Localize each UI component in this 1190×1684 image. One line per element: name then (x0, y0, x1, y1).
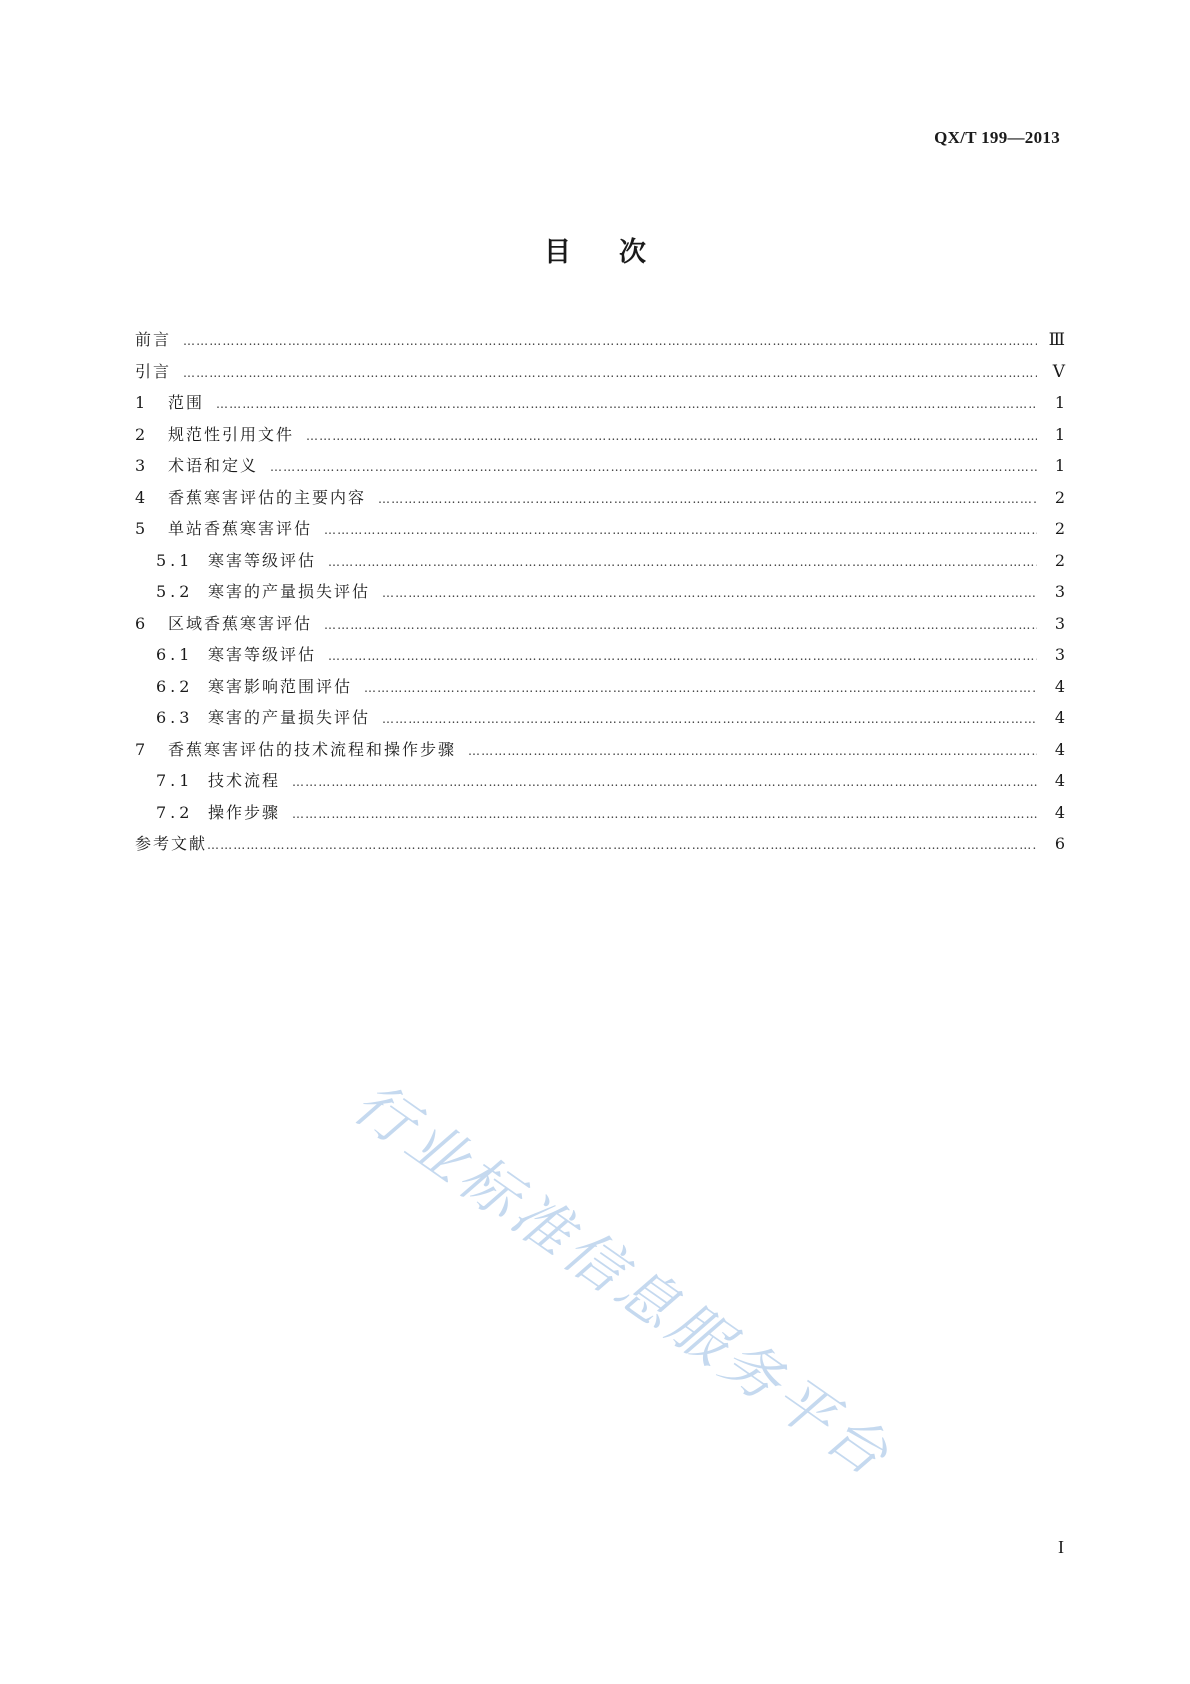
toc-entry-number: 6.1 (156, 645, 194, 664)
toc-leader-dots (306, 421, 1037, 453)
toc-entry-page: 4 (1054, 739, 1065, 759)
toc-entry-page: 4 (1054, 708, 1065, 727)
toc-entry[interactable] (135, 545, 1065, 577)
toc-entry[interactable] (135, 797, 1065, 829)
toc-entry[interactable] (135, 576, 1065, 608)
toc-entry[interactable] (135, 671, 1065, 703)
toc-leader-dots (183, 326, 1037, 358)
toc-leader-dots (324, 515, 1037, 547)
toc-entry-page: 4 (1054, 676, 1065, 696)
toc-entry-number: 2 (135, 424, 150, 444)
toc-entry-title: 寒害等级评估 (208, 645, 317, 664)
toc-entry-number: 7.1 (156, 771, 194, 790)
toc-entry-title: 术语和定义 (168, 456, 259, 475)
toc-entry[interactable] (135, 513, 1065, 545)
toc-leader-dots (382, 704, 1037, 736)
toc-entry-page: 2 (1054, 519, 1065, 538)
watermark: 行业标准信息服务平台 (341, 1068, 905, 1492)
toc-entry-number: 6.3 (156, 708, 194, 727)
toc-leader-dots (292, 799, 1037, 831)
toc-leader-dots (216, 389, 1037, 421)
toc-entry-page: 3 (1054, 645, 1065, 664)
toc-leader-dots (364, 673, 1037, 705)
toc-entry-number: 5.2 (156, 582, 194, 601)
toc-entry-page: 2 (1054, 487, 1065, 507)
toc-entry-page: 6 (1054, 834, 1065, 853)
toc-entry-title: 操作步骤 (208, 802, 281, 822)
table-of-contents (135, 324, 1065, 860)
toc-entry-title: 前言 (135, 330, 172, 349)
toc-entry[interactable] (135, 356, 1065, 388)
toc-entry-number: 6 (135, 613, 150, 633)
toc-entry[interactable] (135, 765, 1065, 797)
toc-entry-title: 区域香蕉寒害评估 (168, 613, 313, 633)
toc-entry-title: 寒害的产量损失评估 (208, 708, 371, 727)
toc-entry[interactable] (135, 639, 1065, 671)
toc-entry[interactable] (135, 702, 1065, 734)
toc-entry-title: 范围 (168, 393, 205, 412)
toc-entry-page: 3 (1054, 582, 1065, 601)
toc-entry-title: 技术流程 (208, 771, 281, 790)
page-title: 目次 (544, 237, 694, 268)
toc-leader-dots (324, 610, 1037, 642)
toc-entry-title: 寒害的产量损失评估 (208, 582, 371, 601)
toc-entry-title: 单站香蕉寒害评估 (168, 519, 313, 538)
toc-entry-page: Ⅲ (1048, 330, 1065, 349)
toc-entry-page: 1 (1054, 456, 1065, 475)
toc-entry-title: 寒害影响范围评估 (208, 676, 353, 696)
toc-entry-number: 6.2 (156, 676, 194, 696)
toc-entry-number: 1 (135, 393, 150, 412)
toc-entry[interactable] (135, 419, 1065, 451)
toc-entry-page: 4 (1054, 802, 1065, 822)
toc-leader-dots (292, 767, 1037, 799)
toc-entry-number: 3 (135, 456, 150, 475)
toc-entry[interactable] (135, 734, 1065, 766)
toc-leader-dots (468, 736, 1037, 768)
toc-entry[interactable] (135, 608, 1065, 640)
standard-code: QX/T 199—2013 (934, 128, 1060, 147)
toc-entry[interactable] (135, 450, 1065, 482)
toc-entry-number: 7.2 (156, 802, 194, 822)
toc-entry-number: 4 (135, 487, 150, 507)
toc-leader-dots (328, 641, 1037, 673)
toc-entry[interactable] (135, 482, 1065, 514)
toc-entry-page: Ⅴ (1052, 361, 1065, 381)
toc-entry-title: 引言 (135, 361, 172, 381)
toc-entry-page: 4 (1054, 771, 1065, 790)
toc-entry-page: 2 (1054, 550, 1065, 570)
toc-leader-dots (378, 484, 1037, 516)
toc-entry-number: 7 (135, 739, 150, 759)
toc-entry[interactable] (135, 387, 1065, 419)
toc-entry-page: 1 (1054, 424, 1065, 444)
toc-entry-page: 1 (1054, 393, 1065, 412)
toc-leader-dots (328, 547, 1037, 579)
page-number: I (1058, 1537, 1064, 1557)
toc-entry-title: 规范性引用文件 (168, 424, 295, 444)
toc-leader-dots (207, 830, 1037, 862)
toc-entry-title: 寒害等级评估 (208, 550, 317, 570)
toc-entry[interactable] (135, 828, 1065, 860)
toc-entry-title: 香蕉寒害评估的技术流程和操作步骤 (168, 739, 457, 759)
toc-entry[interactable] (135, 324, 1065, 356)
toc-entry-number: 5 (135, 519, 150, 538)
toc-entry-title: 香蕉寒害评估的主要内容 (168, 487, 367, 507)
toc-entry-page: 3 (1054, 613, 1065, 633)
toc-leader-dots (270, 452, 1037, 484)
toc-leader-dots (382, 578, 1037, 610)
toc-entry-title: 参考文献 (135, 834, 208, 853)
toc-leader-dots (183, 358, 1037, 390)
toc-entry-number: 5.1 (156, 550, 194, 570)
